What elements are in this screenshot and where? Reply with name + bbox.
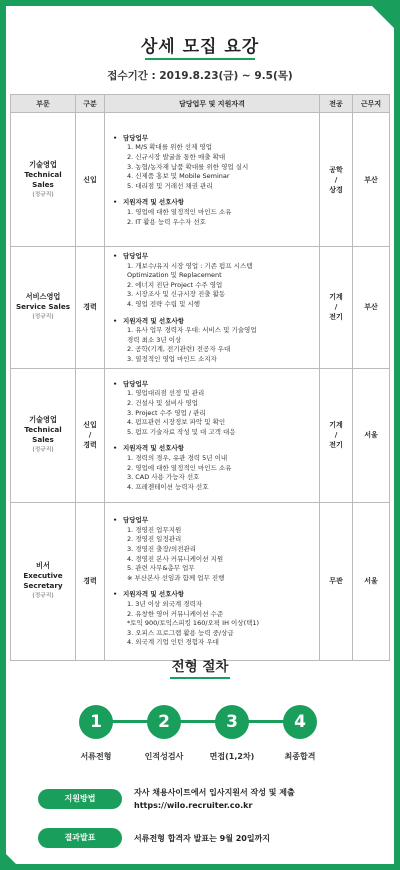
apply-method-info	[134, 786, 295, 812]
location-cell: 부산	[353, 247, 390, 369]
dept-name: 서비스영업	[25, 292, 61, 302]
step-2-label: 인적성검사	[144, 752, 184, 761]
qualification-item: *토익 900/토익스피킹 160/오픽 IH 이상(택1)	[127, 619, 260, 628]
duty-item: 1. 경영진 업무지원	[127, 525, 182, 534]
header-dept: 부문	[11, 95, 76, 113]
qualification-item: 1. 3년 이상 외국계 경력자	[127, 599, 203, 608]
dept-name: Executive	[23, 571, 63, 581]
duty-cell	[105, 113, 320, 247]
dept-cell	[11, 247, 76, 369]
dept-name: Technical	[24, 425, 62, 435]
header-location: 근무지	[353, 95, 390, 113]
duty-item: 2. 경영진 일정관리	[127, 535, 182, 544]
duty-item: 3. 경영진 출장/의전관리	[127, 544, 197, 553]
dept-name: Sales	[32, 179, 54, 189]
process-title: 전형 절차	[171, 659, 229, 675]
class-value: 신입	[83, 175, 97, 184]
employment-type: (정규직)	[32, 593, 54, 600]
class-value: 경력	[83, 577, 97, 586]
application-period: 접수기간 : 2019.8.23(금) ~ 9.5(목)	[107, 70, 293, 82]
duty-item: 2. 건설사 및 설비사 영업	[127, 398, 198, 407]
dept-name: 기술영업	[29, 159, 57, 169]
header-class: 구분	[76, 95, 105, 113]
qualification-item: 3. CAD 사용 가능자 선호	[127, 473, 200, 482]
major-cell	[320, 247, 353, 369]
duty-cell	[105, 368, 320, 502]
qualification-heading: • 지원자격 및 선호사항	[113, 444, 315, 454]
major-value: 기계	[329, 421, 343, 430]
duty-item: 2. 에너지 진단 Project 수주 영업	[127, 280, 223, 289]
duty-item: Optimization 및 Replacement	[127, 271, 222, 280]
qualification-item: 3. 열정적인 영업 마인드 소지자	[127, 354, 217, 363]
qualification-item: 4. 프레젠테이션 능력자 선호	[127, 482, 209, 491]
duty-heading: • 담당업무	[113, 252, 315, 262]
class-cell	[76, 502, 105, 660]
apply-method-text: 자사 채용사이트에서 입사지원서 작성 및 제출	[134, 788, 295, 797]
table-row	[11, 113, 390, 247]
result-badge: 결과발표	[38, 828, 122, 848]
qualification-item: 2. 유창한 영어 커뮤니케이션 수준	[127, 609, 224, 618]
qualification-item: 1. 유사 업무 경력자 우대: 서비스 및 기술영업	[127, 326, 257, 335]
header-major: 전공	[320, 95, 353, 113]
table-header-row	[11, 95, 390, 113]
duty-item: 1. M/S 확대를 위한 선제 영업	[127, 143, 212, 152]
qualification-item: 1. 경력의 경우, 유관 경력 5년 이내	[127, 453, 228, 462]
class-value: 경력	[83, 303, 97, 312]
process-title-underline	[170, 677, 230, 679]
duty-item: 5. 관련 사무&총무 업무	[127, 564, 195, 573]
corner-decoration-bottom	[0, 848, 22, 870]
step-3-circle: 3	[215, 705, 249, 739]
qualification-item: 3. 오피스 프로그램 활용 능력 중/상급	[127, 628, 234, 637]
class-cell	[76, 247, 105, 369]
duty-item: 3. 시장조사 및 신규시장 진출 활동	[127, 290, 226, 299]
major-value: 상경	[329, 185, 343, 194]
qualification-item: 4. 외국계 기업 인턴 경험자 우대	[127, 638, 219, 647]
duty-item: 1. 영업대리점 선정 및 관리	[127, 389, 205, 398]
dept-name: 기술영업	[29, 415, 57, 425]
duty-item: 5. 펌프 기술자료 작성 및 대 고객 대응	[127, 427, 236, 436]
duty-item: 4. 펌프관련 시장정보 파악 및 확인	[127, 418, 226, 427]
duty-item: 3. 농협/농자재 납품 확대를 위한 영업 실시	[127, 162, 249, 171]
major-cell	[320, 113, 353, 247]
dept-name: Sales	[32, 435, 54, 445]
location-cell: 부산	[353, 113, 390, 247]
major-cell	[320, 368, 353, 502]
major-value: 전기	[329, 313, 343, 322]
step-4-circle: 4	[283, 705, 317, 739]
dept-name: Secretary	[23, 581, 63, 591]
duty-cell	[105, 502, 320, 660]
step-1-label: 서류전형	[80, 752, 112, 761]
corner-decoration	[366, 0, 400, 34]
qualification-heading: • 지원자격 및 선호사항	[113, 198, 315, 208]
employment-type: (정규직)	[32, 447, 54, 454]
major-value: 무관	[329, 577, 343, 586]
table-row	[11, 247, 390, 369]
duty-item: 2. 신규시장 발굴을 통한 매출 확대	[127, 153, 226, 162]
major-value: 전기	[329, 441, 343, 450]
major-value: /	[334, 303, 338, 312]
qualification-item: 1. 영업에 대한 열정적인 마인드 소유	[127, 207, 232, 216]
result-text: 서류전형 합격자 발표는 9월 20일까지	[134, 834, 271, 843]
page-title: 상세 모집 요강	[140, 37, 260, 57]
class-cell	[76, 368, 105, 502]
major-value: 공학	[329, 165, 343, 174]
major-value: /	[334, 431, 338, 440]
qualification-item: 2. 영업에 대한 열정적인 마인드 소유	[127, 463, 232, 472]
duty-item: 3. Project 수주 영업 / 관리	[127, 408, 206, 417]
duty-heading: • 담당업무	[113, 134, 315, 144]
dept-cell	[11, 502, 76, 660]
major-value: 기계	[329, 293, 343, 302]
step-1-circle: 1	[79, 705, 113, 739]
step-3-label: 면접(1,2차)	[209, 752, 255, 761]
class-value: 경력	[83, 441, 97, 450]
location-cell: 서울	[353, 368, 390, 502]
major-value: /	[334, 175, 338, 184]
process-connector-line	[96, 720, 302, 723]
qualification-item: 2. IT 활용 능력 우수자 선호	[127, 217, 206, 226]
dept-cell	[11, 113, 76, 247]
location-cell: 서울	[353, 502, 390, 660]
table-row	[11, 368, 390, 502]
duty-item: 5. 대리점 및 거래선 채권 관리	[127, 181, 213, 190]
duty-cell	[105, 247, 320, 369]
recruitment-table	[10, 94, 390, 661]
dept-cell	[11, 368, 76, 502]
duty-item: 4. 경영진 본사 커뮤니케이션 지원	[127, 554, 224, 563]
apply-url-link[interactable]: https://wilo.recruiter.co.kr	[134, 801, 253, 810]
header-duty: 담당업무 및 지원자격	[105, 95, 320, 113]
qualification-heading: • 지원자격 및 선호사항	[113, 317, 315, 327]
duty-heading: • 담당업무	[113, 380, 315, 390]
qualification-item: 경력 최소 3년 이상	[127, 335, 182, 344]
duty-item: 1. 개보수/유지 시장 영업 : 기존 펌프 시스템	[127, 261, 253, 270]
duty-item: 4. 신제품 홍보 및 Mobile Seminar	[127, 172, 230, 181]
employment-type: (정규직)	[32, 314, 54, 321]
title-underline	[145, 58, 255, 60]
dept-name: 비서	[36, 561, 50, 571]
duty-item: 4. 영업 전략 수립 및 시행	[127, 299, 201, 308]
class-cell	[76, 113, 105, 247]
duty-heading: • 담당업무	[113, 516, 315, 526]
table-row	[11, 502, 390, 660]
step-2-circle: 2	[147, 705, 181, 739]
class-value: 신입	[83, 421, 97, 430]
class-value: /	[88, 431, 92, 440]
qualification-item: 2. 공학(기계, 전기관련) 전공자 우대	[127, 345, 231, 354]
employment-type: (정규직)	[32, 191, 54, 198]
major-cell	[320, 502, 353, 660]
duty-item: ※ 부산본사 선임과 함께 업무 진행	[127, 573, 225, 582]
dept-name: Service Sales	[15, 302, 71, 312]
dept-name: Technical	[24, 169, 62, 179]
apply-method-badge: 지원방법	[38, 789, 122, 809]
qualification-heading: • 지원자격 및 선호사항	[113, 590, 315, 600]
step-4-label: 최종합격	[284, 752, 316, 761]
